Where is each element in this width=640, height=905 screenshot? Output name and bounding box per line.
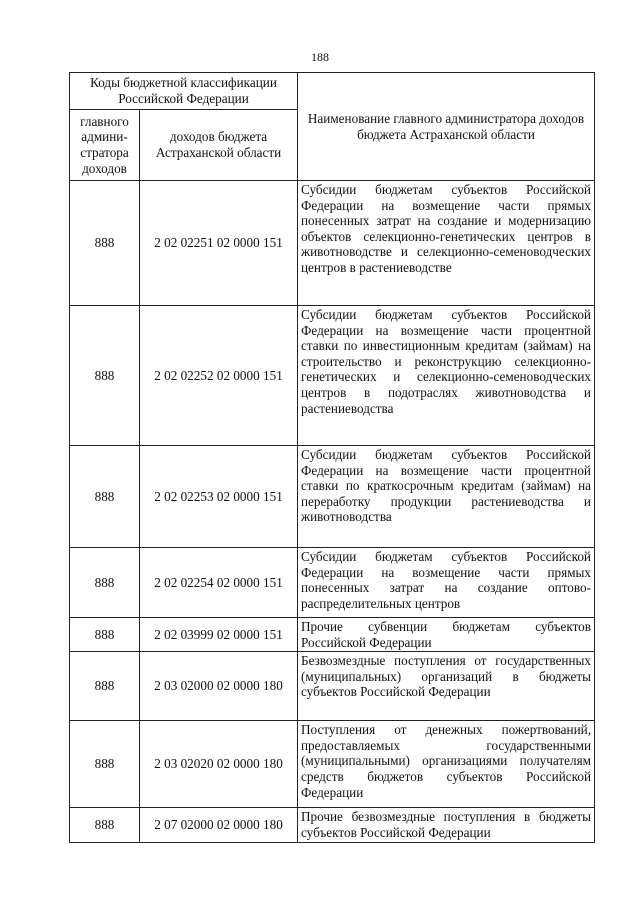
income-name-cell: Безвозмездные поступления от государственных (муниципальных) организаций в бюджеты субъектов Российской Федерации [298,652,595,721]
budget-classification-table [69,72,595,843]
header-income-column: доходов бюджета Астраханской области [140,110,298,181]
income-code-cell: 2 02 02252 02 0000 151 [140,306,298,446]
income-code-cell: 2 02 02251 02 0000 151 [140,181,298,306]
table-row [70,652,595,721]
table-row [70,721,595,808]
income-name-cell: Субсидии бюджетам субъектов Российской Федерации на возмещение части процентной ставки по инвестиционным кредитам (займам) на строительство и реконструкцию селекционно-генетических и селекционно-семеноводческих центров в подотраслях животноводства и растениеводства [298,306,595,446]
table-row [70,808,595,843]
admin-code-cell: 888 [70,548,140,618]
income-code-cell: 2 02 02254 02 0000 151 [140,548,298,618]
income-name-cell: Прочие субвенции бюджетам субъектов Российской Федерации [298,618,595,652]
income-name-cell: Прочие безвозмездные поступления в бюджеты субъектов Российской Федерации [298,808,595,843]
admin-code-cell: 888 [70,181,140,306]
admin-code-cell: 888 [70,618,140,652]
table-row [70,181,595,306]
income-code-cell: 2 07 02000 02 0000 180 [140,808,298,843]
income-code-cell: 2 03 02000 02 0000 180 [140,652,298,721]
admin-code-cell: 888 [70,446,140,548]
income-name-cell: Субсидии бюджетам субъектов Российской Федерации на возмещение части прямых понесенных затрат на создание оптово-распределительных центров [298,548,595,618]
income-name-cell: Субсидии бюджетам субъектов Российской Федерации на возмещение части прямых понесенных затрат на создание и модернизацию объектов селекционно-генетических центров в животноводстве и селекционно-семеноводческих центров в растениеводстве [298,181,595,306]
income-code-cell: 2 03 02020 02 0000 180 [140,721,298,808]
income-name-cell: Субсидии бюджетам субъектов Российской Федерации на возмещение части процентной ставки по краткосрочным кредитам (займам) на переработку продукции растениеводства и животноводства [298,446,595,548]
admin-code-cell: 888 [70,721,140,808]
table-row [70,306,595,446]
header-group-title: Коды бюджетной классификации Российской Федерации [70,73,298,110]
page-number: 188 [311,50,329,64]
admin-code-cell: 888 [70,808,140,843]
header-name-column: Наименование главного администратора доходов бюджета Астраханской области [298,73,595,181]
header-admin-column: главного админи-стратора доходов [70,110,140,181]
table-row [70,446,595,548]
table-row [70,548,595,618]
table-header-row [70,73,595,110]
admin-code-cell: 888 [70,306,140,446]
table-row [70,618,595,652]
income-code-cell: 2 02 02253 02 0000 151 [140,446,298,548]
income-code-cell: 2 02 03999 02 0000 151 [140,618,298,652]
admin-code-cell: 888 [70,652,140,721]
income-name-cell: Поступления от денежных пожертвований, предоставляемых государственными (муниципальными) организациями получателям средств бюджетов субъектов Российской Федерации [298,721,595,808]
